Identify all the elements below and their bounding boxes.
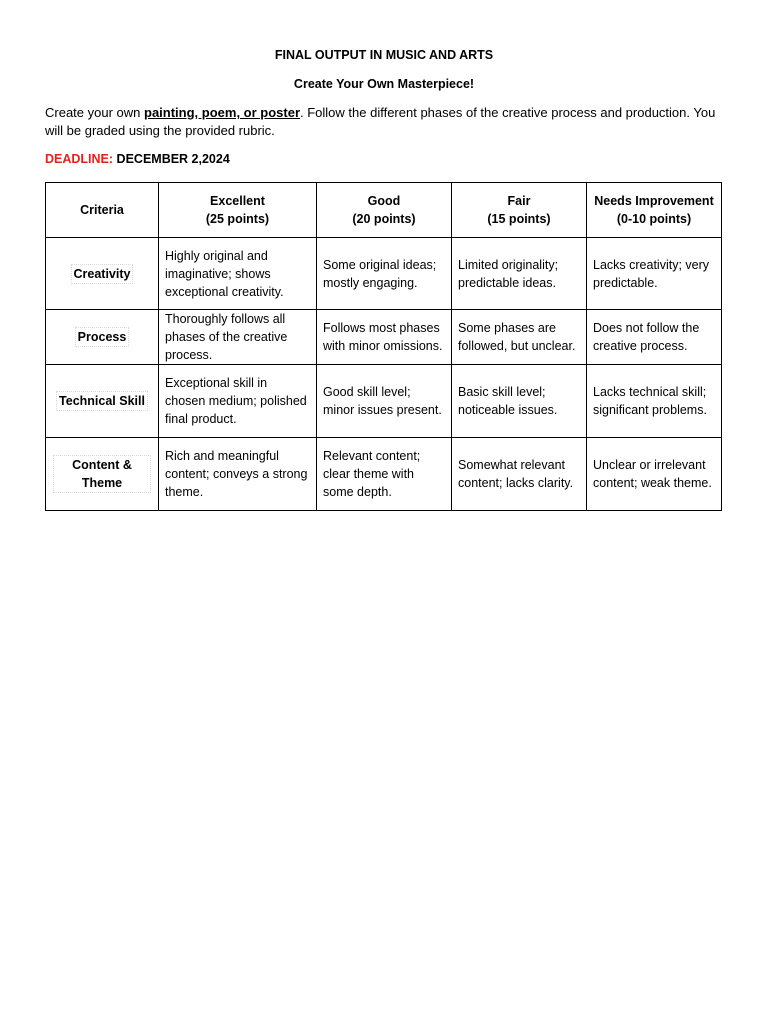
fair-cell: Some phases are followed, but unclear. (452, 310, 587, 365)
fair-cell: Basic skill level; noticeable issues. (452, 365, 587, 438)
fair-cell: Limited originality; predictable ideas. (452, 238, 587, 310)
needs-improvement-cell: Unclear or irrelevant content; weak theme. (587, 438, 722, 511)
criterion-cell (46, 310, 159, 365)
intro-emphasis: painting, poem, or poster (144, 105, 301, 120)
needs-improvement-cell: Lacks technical skill; significant problems. (587, 365, 722, 438)
criterion-cell (46, 365, 159, 438)
document-subtitle: Create Your Own Masterpiece! (293, 77, 475, 91)
table-row (46, 365, 722, 438)
table-row (46, 438, 722, 511)
criterion-cell (46, 238, 159, 310)
deadline-label: DEADLINE: (45, 152, 114, 166)
rubric-table (45, 182, 722, 511)
good-cell: Some original ideas; mostly engaging. (317, 238, 452, 310)
table-row (46, 238, 722, 310)
deadline-line (45, 152, 230, 166)
criterion-label: Process (77, 330, 127, 344)
needs-improvement-cell: Does not follow the creative process. (587, 310, 722, 365)
intro-paragraph (45, 104, 725, 140)
header-good: Good (20 points) (317, 183, 452, 238)
good-cell: Follows most phases with minor omissions. (317, 310, 452, 365)
table-row (46, 310, 722, 365)
excellent-cell: Highly original and imaginative; shows exceptional creativity. (159, 238, 317, 310)
intro-text-after: . Follow the different phases of the creative process and production. You will be graded using the provided rubric. (45, 105, 716, 138)
criterion-label: Technical Skill (59, 394, 145, 408)
header-fair: Fair (15 points) (452, 183, 587, 238)
rubric-header-row (46, 183, 722, 238)
document-title: FINAL OUTPUT IN MUSIC AND ARTS (274, 48, 494, 62)
fair-cell: Somewhat relevant content; lacks clarity. (452, 438, 587, 511)
intro-text-before: Create your own (45, 105, 144, 120)
needs-improvement-cell: Lacks creativity; very predictable. (587, 238, 722, 310)
deadline-value: DECEMBER 2,2024 (116, 152, 230, 166)
good-cell: Good skill level; minor issues present. (317, 365, 452, 438)
header-needs-improvement: Needs Improvement (0-10 points) (587, 183, 722, 238)
criterion-cell (46, 438, 159, 511)
excellent-cell: Rich and meaningful content; conveys a strong theme. (159, 438, 317, 511)
criterion-label: Creativity (73, 266, 131, 281)
good-cell: Relevant content; clear theme with some depth. (317, 438, 452, 511)
header-criteria: Criteria (46, 183, 159, 238)
excellent-cell: Thoroughly follows all phases of the creative process. (159, 310, 317, 365)
criterion-label: Content & Theme (54, 456, 150, 492)
excellent-cell: Exceptional skill in chosen medium; polished final product. (159, 365, 317, 438)
header-excellent: Excellent (25 points) (159, 183, 317, 238)
